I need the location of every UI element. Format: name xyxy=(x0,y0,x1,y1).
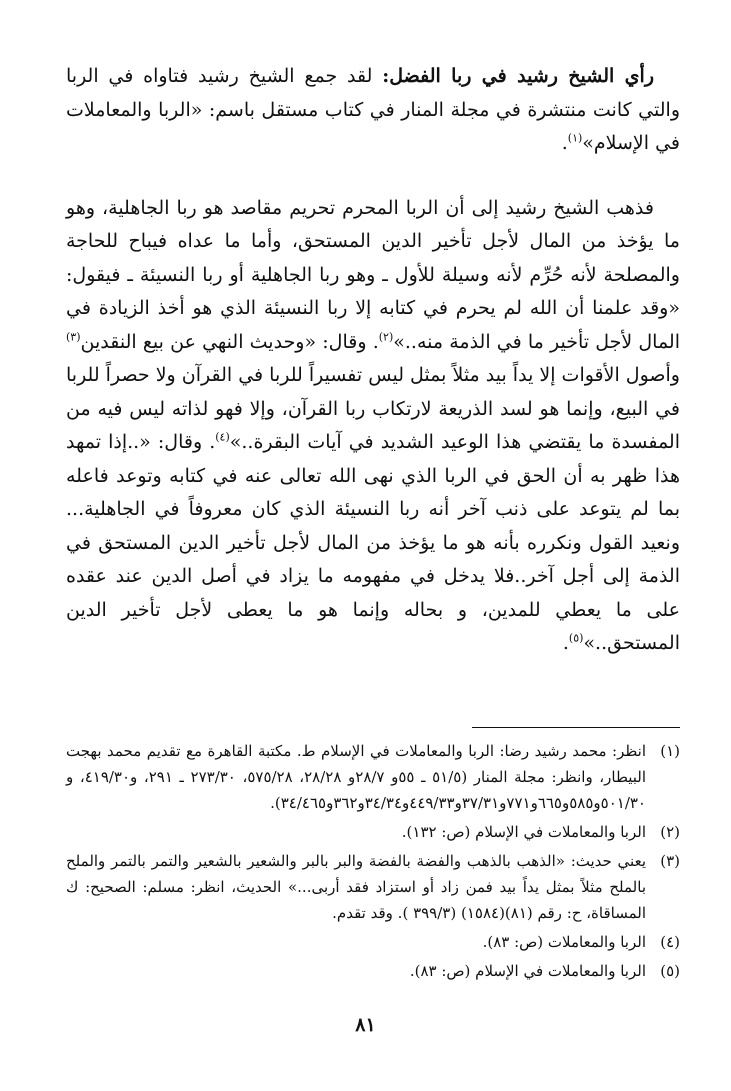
footnote-number: (٢) xyxy=(660,823,680,841)
intro-end: . xyxy=(561,132,568,154)
footnote-text: الربا والمعاملات (ص: ٨٣). xyxy=(482,933,646,951)
footnote-ref-3[interactable]: (٣) xyxy=(66,330,81,344)
footnote-text: الربا والمعاملات في الإسلام (ص: ٨٣). xyxy=(409,962,646,980)
footnote-number: (٣) xyxy=(660,852,680,870)
body-segment-4: . وقال: «..إذا تمهد هذا ظهر به أن الحق في الربا الذي نهى الله تعالى عنه في كتابه وتوعد فاعله بما لم يتوعد على ذنب آخر أنه ربا النسيئة الذي كان معروفاً في الجاهلية... ونعيد القول ونكرره بأنه هو ما يؤخذ من المال لأجل تأخير الدين المستحق في الذمة إلى أجل آخر..فلا يدخل في مفهومه ما يزاد في أصل الدين عند عقده على ما يعطي للمدين، و بحاله وإنما هو ما يعطى لأجل تأخير الدين المستحق..» xyxy=(66,431,680,654)
body-paragraph xyxy=(66,192,680,661)
footnote-divider xyxy=(472,727,680,728)
intro-text: لقد جمع الشيخ رشيد فتاواه في الربا والتي كانت منتشرة في مجلة المنار في كتاب مستقل باسم: «الربا والمعاملات في الإسلام» xyxy=(66,65,680,154)
footnote xyxy=(66,819,680,845)
footnote xyxy=(66,929,680,955)
footnote-ref-4[interactable]: (٤) xyxy=(215,430,230,444)
footnote-text: يعني حديث: «الذهب بالذهب والفضة بالفضة والبر بالبر والشعير بالشعير والتمر بالتمر والملح بالملح مثلاً بمثل يداً بيد فمن زاد أو استزاد فقد أربى...» الحديث، انظر: مسلم: الصحيح: ك المساقاة، ح: رقم (٨١)(١٥٨٤) (٣٩٩/٣ ). وقد تقدم. xyxy=(66,852,646,922)
footnote-number: (٥) xyxy=(660,962,680,980)
footnote-ref-2[interactable]: (٢) xyxy=(378,330,394,344)
footnote xyxy=(66,738,680,816)
footnote xyxy=(66,958,680,984)
footnote xyxy=(66,848,680,926)
footnote-number: (٤) xyxy=(660,933,680,951)
body-segment-5: . xyxy=(562,632,569,654)
footnote-text: الربا والمعاملات في الإسلام (ص: ١٣٢). xyxy=(401,823,646,841)
footnotes xyxy=(66,738,680,987)
body-segment-1: فذهب الشيخ رشيد إلى أن الربا المحرم تحريم مقاصد هو ربا الجاهلية، وهو ما يؤخذ من المال لأجل تأخير الدين المستحق، وأما ما عداه فيباح للحاجة والمصلحة لأنه حُرِّم لأنه وسيلة للأول ـ وهو ربا الجاهلية أو ربا النسيئة ـ فيقول: «وقد علمنا أن الله لم يحرم في كتابه إلا ربا النسيئة الذي هو أخذ الزيادة في المال لأجل تأخير ما في الذمة منه..» xyxy=(66,196,680,353)
footnote-number: (١) xyxy=(660,742,680,760)
main-text xyxy=(66,60,680,661)
body-segment-3: وأصول الأقوات إلا يداً بيد مثلاً بمثل ليس تفسيراً للربا في القرآن ولا حصراً للربا في البيع، وإنما هو لسد الذريعة لارتكاب ربا القرآن، وإلا فهو لذاته ليس فيه من المفسدة ما يقتضي هذا الوعيد الشديد في آيات البقرة..» xyxy=(66,364,680,453)
intro-paragraph xyxy=(66,60,680,161)
page-number: ٨١ xyxy=(355,1014,376,1036)
footnote-ref-5[interactable]: (٥) xyxy=(568,631,584,645)
footnote-ref-1[interactable]: (١) xyxy=(567,131,583,145)
footnote-text: انظر: محمد رشيد رضا: الربا والمعاملات في الإسلام ط. مكتبة القاهرة مع تقديم محمد بهجت البيطار، وانظر: مجلة المنار (٥١/٥ ـ ٥٥و ٢٨/٧و ٢٨/٢٨، ٥٧٥/٢٨، ٢٧٣/٣٠ ـ ٢٩١، و٤١٩/٣٠، و ٥٠١/٣٠و٥٨٥و٦٦٥و٧٧١و٣٧/٣١و٤٤٩/٣٣و٣٤/٣٤و٣٦٢و٣٤/٤٦٥). xyxy=(66,742,647,812)
section-heading: رأي الشيخ رشيد في ربا الفضل: xyxy=(382,65,654,87)
body-segment-2: . وقال: «وحديث النهي عن بيع النقدين xyxy=(80,330,379,353)
